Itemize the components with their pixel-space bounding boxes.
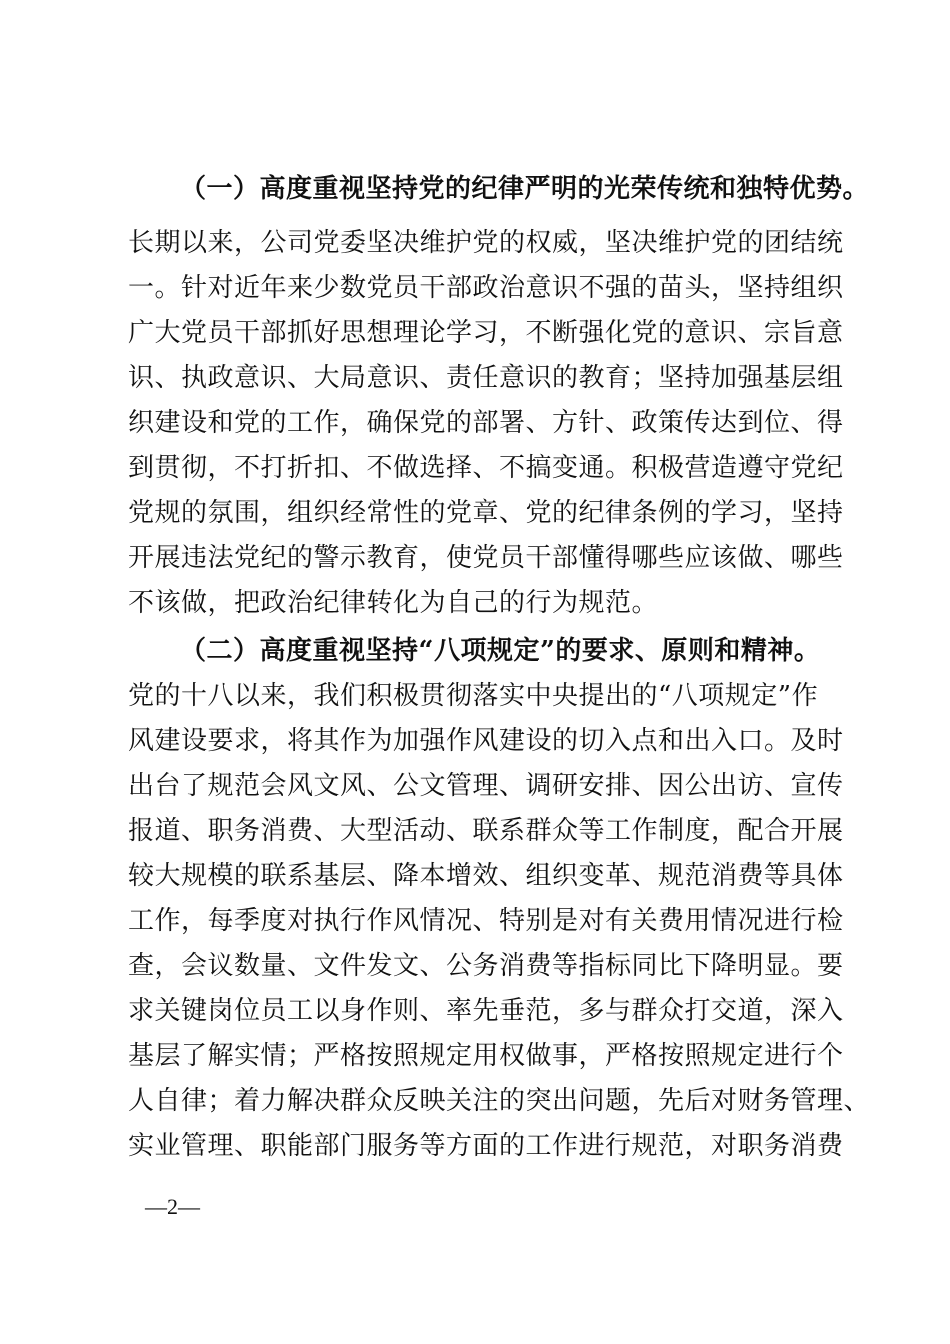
paragraph-2-line: 较大规模的联系基层、降本增效、组织变革、规范消费等具体	[128, 861, 844, 891]
paragraph-2-line: 人自律；着力解决群众反映关注的突出问题，先后对财务管理、	[128, 1086, 871, 1116]
paragraph-1-line: 织建设和党的工作，确保党的部署、方针、政策传达到位、得	[128, 408, 844, 438]
paragraph-2-line: 基层了解实情；严格按照规定用权做事，严格按照规定进行个	[128, 1041, 844, 1071]
paragraph-2-line: 报道、职务消费、大型活动、联系群众等工作制度，配合开展	[128, 816, 844, 846]
paragraph-2-line: 求关键岗位员工以身作则、率先垂范，多与群众打交道，深入	[128, 996, 844, 1026]
section-heading-2: （二）高度重视坚持“八项规定”的要求、原则和精神。	[180, 636, 821, 666]
paragraph-2-line: 实业管理、职能部门服务等方面的工作进行规范，对职务消费	[128, 1131, 844, 1161]
paragraph-1-line: 识、执政意识、大局意识、责任意识的教育；坚持加强基层组	[128, 363, 844, 393]
page-number: —2—	[145, 1194, 200, 1219]
paragraph-1-line: 党规的氛围，组织经常性的党章、党的纪律条例的学习，坚持	[128, 498, 844, 528]
section-heading-1: （一）高度重视坚持党的纪律严明的光荣传统和独特优势。	[180, 174, 870, 204]
paragraph-1-line: 长期以来，公司党委坚决维护党的权威，坚决维护党的团结统	[128, 228, 844, 258]
paragraph-2-line: 党的十八以来，我们积极贯彻落实中央提出的“八项规定”作	[128, 681, 819, 711]
paragraph-1-line: 到贯彻，不打折扣、不做选择、不搞变通。积极营造遵守党纪	[128, 453, 844, 483]
paragraph-1-line: 不该做，把政治纪律转化为自己的行为规范。	[128, 588, 659, 618]
paragraph-1-line: 广大党员干部抓好思想理论学习，不断强化党的意识、宗旨意	[128, 318, 844, 348]
paragraph-2-line: 工作，每季度对执行作风情况、特别是对有关费用情况进行检	[128, 906, 844, 936]
paragraph-1-line: 一。针对近年来少数党员干部政治意识不强的苗头，坚持组织	[128, 273, 844, 303]
paragraph-2-line: 查，会议数量、文件发文、公务消费等指标同比下降明显。要	[128, 951, 844, 981]
paragraph-1-line: 开展违法党纪的警示教育，使党员干部懂得哪些应该做、哪些	[128, 543, 844, 573]
paragraph-2-line: 出台了规范会风文风、公文管理、调研安排、因公出访、宣传	[128, 771, 844, 801]
paragraph-2-line: 风建设要求，将其作为加强作风建设的切入点和出入口。及时	[128, 726, 844, 756]
